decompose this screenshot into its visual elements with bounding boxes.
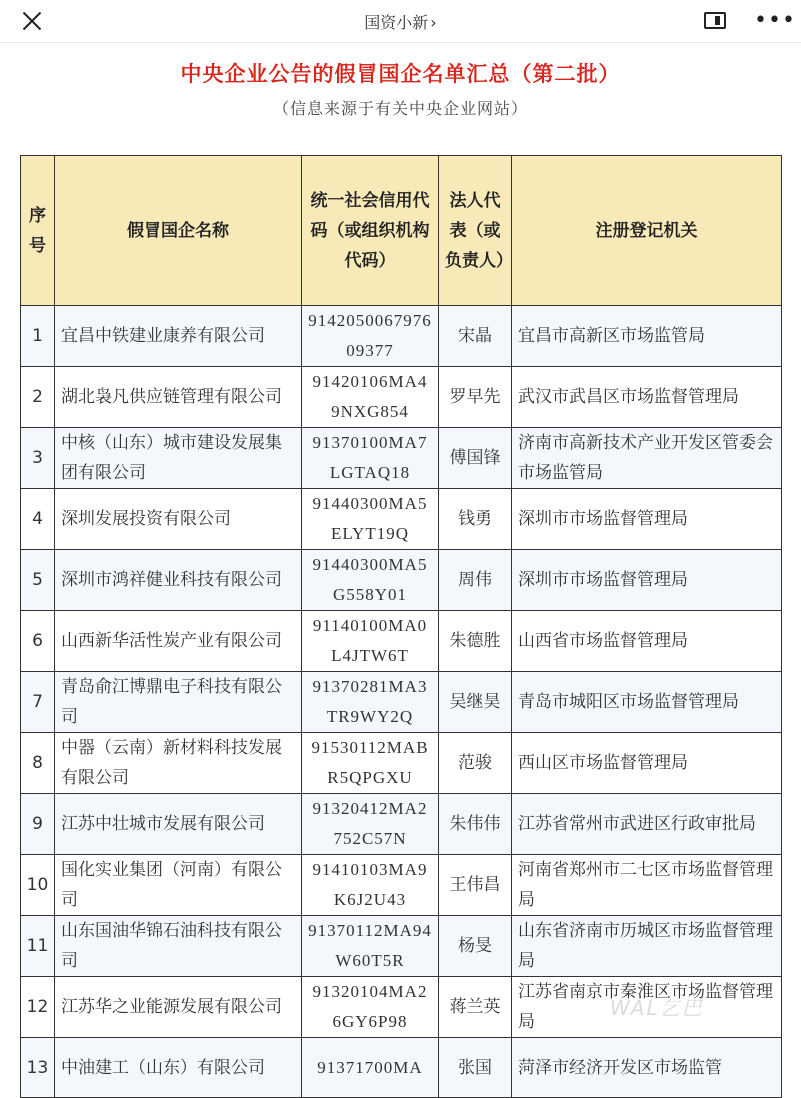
credit-code: 91320412MA2752C57N bbox=[302, 794, 439, 855]
row-number: 1 bbox=[21, 306, 55, 367]
row-number: 8 bbox=[21, 733, 55, 794]
credit-code: 91320104MA26GY6P98 bbox=[302, 977, 439, 1038]
page-subtitle: （信息来源于有关中央企业网站） bbox=[272, 99, 528, 118]
legal-representative: 蒋兰英 bbox=[439, 977, 512, 1038]
row-number: 4 bbox=[21, 489, 55, 550]
registration-authority: 深圳市市场监督管理局 bbox=[512, 550, 782, 611]
legal-representative: 王伟昌 bbox=[439, 855, 512, 916]
credit-code: 914205006797609377 bbox=[302, 306, 439, 367]
registration-authority: 深圳市市场监督管理局 bbox=[512, 489, 782, 550]
registration-authority: 山东省济南市历城区市场监督管理局 bbox=[512, 916, 782, 977]
table-row bbox=[21, 733, 782, 794]
company-name: 山西新华活性炭产业有限公司 bbox=[55, 611, 302, 672]
header-name: 假冒国企名称 bbox=[55, 156, 302, 306]
row-number: 12 bbox=[21, 977, 55, 1038]
company-name: 湖北袅凡供应链管理有限公司 bbox=[55, 367, 302, 428]
header-code: 统一社会信用代码（或组织机构代码） bbox=[302, 156, 439, 306]
registration-authority: 江苏省南京市秦淮区市场监督管理局 bbox=[512, 977, 782, 1038]
table-row bbox=[21, 672, 782, 733]
credit-code: 91440300MA5G558Y01 bbox=[302, 550, 439, 611]
watermark: WAL乞巴 bbox=[610, 996, 704, 1020]
table-row bbox=[21, 367, 782, 428]
credit-code: 91530112MABR5QPGXU bbox=[302, 733, 439, 794]
credit-code: 91410103MA9K6J2U43 bbox=[302, 855, 439, 916]
registration-authority: 宜昌市高新区市场监管局 bbox=[512, 306, 782, 367]
row-number: 13 bbox=[21, 1038, 55, 1098]
header-no: 序号 bbox=[21, 156, 55, 306]
table-row bbox=[21, 428, 782, 489]
company-name: 中核（山东）城市建设发展集团有限公司 bbox=[55, 428, 302, 489]
legal-representative: 张国 bbox=[439, 1038, 512, 1098]
top-navigation-bar bbox=[0, 0, 801, 43]
table-row bbox=[21, 916, 782, 977]
row-number: 5 bbox=[21, 550, 55, 611]
header-rep: 法人代表（或负责人） bbox=[439, 156, 512, 306]
company-name: 中油建工（山东）有限公司 bbox=[55, 1038, 302, 1098]
legal-representative: 周伟 bbox=[439, 550, 512, 611]
header-authority: 注册登记机关 bbox=[512, 156, 782, 306]
legal-representative: 钱勇 bbox=[439, 489, 512, 550]
table-row bbox=[21, 794, 782, 855]
legal-representative: 朱伟伟 bbox=[439, 794, 512, 855]
legal-representative: 宋晶 bbox=[439, 306, 512, 367]
registration-authority: 菏泽市经济开发区市场监管 bbox=[512, 1038, 782, 1098]
legal-representative: 范骏 bbox=[439, 733, 512, 794]
table-row bbox=[21, 306, 782, 367]
registration-authority: 山西省市场监督管理局 bbox=[512, 611, 782, 672]
chevron-right-icon: › bbox=[430, 13, 437, 32]
registration-authority: 西山区市场监督管理局 bbox=[512, 733, 782, 794]
table-header-row bbox=[21, 156, 782, 306]
table-row bbox=[21, 1038, 782, 1098]
registration-authority: 河南省郑州市二七区市场监督管理局 bbox=[512, 855, 782, 916]
row-number: 7 bbox=[21, 672, 55, 733]
credit-code: 91440300MA5ELYT19Q bbox=[302, 489, 439, 550]
account-name[interactable]: 国资小新 bbox=[364, 13, 429, 32]
company-name: 宜昌中铁建业康养有限公司 bbox=[55, 306, 302, 367]
credit-code: 91420106MA49NXG854 bbox=[302, 367, 439, 428]
credit-code: 91370100MA7LGTAQ18 bbox=[302, 428, 439, 489]
more-options-icon[interactable]: ••• bbox=[754, 8, 796, 33]
company-name: 江苏华之业能源发展有限公司 bbox=[55, 977, 302, 1038]
credit-code: 91140100MA0L4JTW6T bbox=[302, 611, 439, 672]
row-number: 11 bbox=[21, 916, 55, 977]
registration-authority: 青岛市城阳区市场监督管理局 bbox=[512, 672, 782, 733]
credit-code: 91370281MA3TR9WY2Q bbox=[302, 672, 439, 733]
table-row bbox=[21, 489, 782, 550]
credit-code: 91371700MA bbox=[302, 1038, 439, 1098]
company-name: 江苏中壮城市发展有限公司 bbox=[55, 794, 302, 855]
registration-authority: 济南市高新技术产业开发区管委会市场监管局 bbox=[512, 428, 782, 489]
table-row bbox=[21, 855, 782, 916]
legal-representative: 罗早先 bbox=[439, 367, 512, 428]
fake-soe-table bbox=[20, 155, 782, 1098]
page-title: 中央企业公告的假冒国企名单汇总（第二批） bbox=[180, 62, 621, 86]
row-number: 6 bbox=[21, 611, 55, 672]
registration-authority: 江苏省常州市武进区行政审批局 bbox=[512, 794, 782, 855]
credit-code: 91370112MA94W60T5R bbox=[302, 916, 439, 977]
company-name: 山东国油华锦石油科技有限公司 bbox=[55, 916, 302, 977]
row-number: 3 bbox=[21, 428, 55, 489]
legal-representative: 杨旻 bbox=[439, 916, 512, 977]
row-number: 9 bbox=[21, 794, 55, 855]
account-name-link[interactable] bbox=[0, 10, 801, 33]
company-name: 深圳发展投资有限公司 bbox=[55, 489, 302, 550]
company-name: 国化实业集团（河南）有限公司 bbox=[55, 855, 302, 916]
table-row bbox=[21, 550, 782, 611]
row-number: 2 bbox=[21, 367, 55, 428]
company-name: 青岛俞江博鼎电子科技有限公司 bbox=[55, 672, 302, 733]
legal-representative: 朱德胜 bbox=[439, 611, 512, 672]
registration-authority: 武汉市武昌区市场监督管理局 bbox=[512, 367, 782, 428]
company-name: 深圳市鸿祥健业科技有限公司 bbox=[55, 550, 302, 611]
minimize-window-icon[interactable] bbox=[704, 12, 726, 29]
company-name: 中器（云南）新材料科技发展有限公司 bbox=[55, 733, 302, 794]
legal-representative: 傅国锋 bbox=[439, 428, 512, 489]
legal-representative: 吴继昊 bbox=[439, 672, 512, 733]
table-row bbox=[21, 611, 782, 672]
row-number: 10 bbox=[21, 855, 55, 916]
